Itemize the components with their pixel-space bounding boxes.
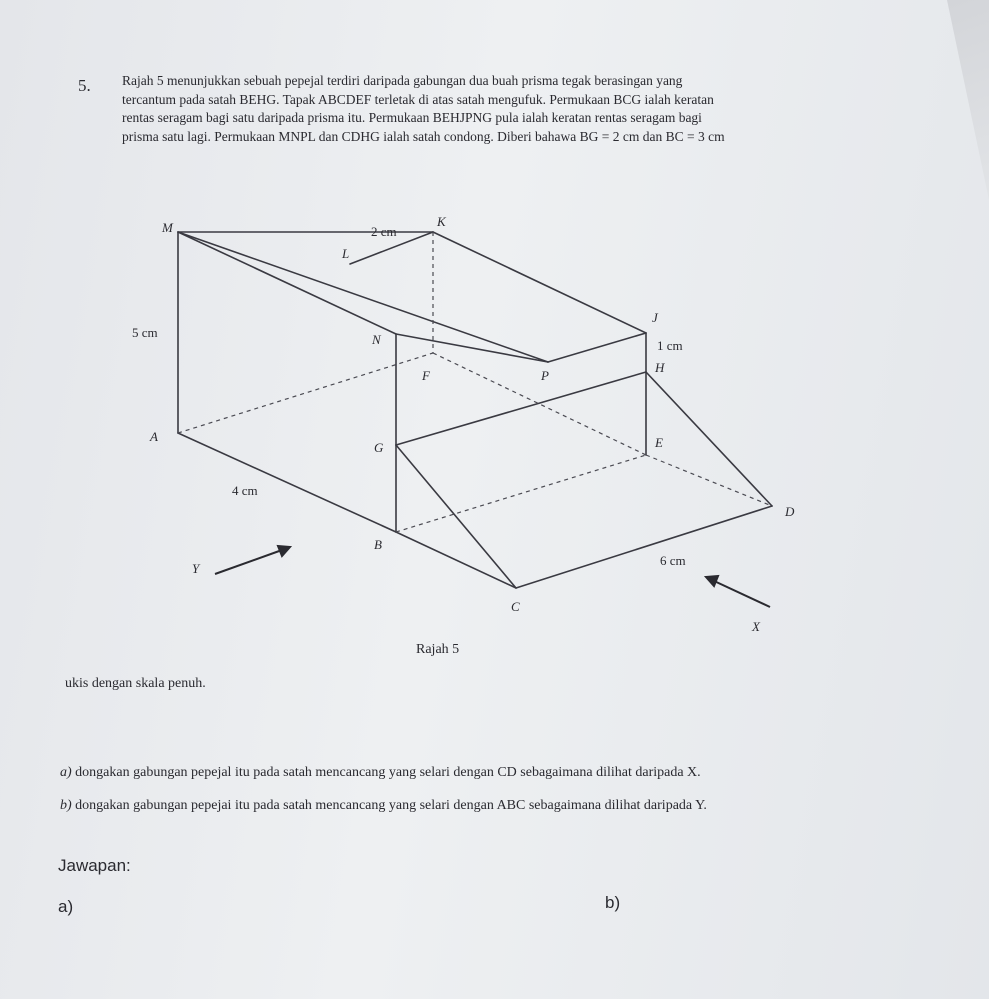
- vertex-label-d: D: [785, 504, 795, 519]
- part-a-text: dongakan gabungan pepejal itu pada satah mencancang yang selari dengan CD sebagaimana dilihat daripada X.: [75, 765, 701, 780]
- vertex-label-l: L: [342, 246, 350, 261]
- dimension-ab: 4 cm: [232, 483, 258, 498]
- intro-line-4: prisma satu lagi. Permukaan MNPL dan CDHG ialah satah condong. Diberi bahawa BG = 2 cm dan BC = 3 cm: [122, 128, 725, 144]
- drawing-instruction: ukis dengan skala penuh.: [65, 676, 206, 691]
- dimension-cd: 6 cm: [660, 553, 686, 568]
- view-label-x: X: [752, 619, 760, 634]
- view-arrow-x-head: [706, 576, 718, 586]
- edge-gc: [396, 445, 516, 588]
- vertex-label-k: K: [437, 214, 446, 229]
- question-number: 5.: [78, 76, 91, 95]
- edge-np: [396, 334, 548, 362]
- edge-kj: [433, 232, 646, 333]
- intro-line-3: rentas seragam bagi satu daripada prisma itu. Permukaan BEHJPNG pula ialah keratan rentas seragam bagi: [122, 110, 702, 125]
- solid-diagram: [0, 200, 989, 640]
- hidden-edge-af: [178, 353, 433, 433]
- edge-mn: [178, 232, 396, 334]
- edge-mp: [178, 232, 548, 362]
- vertex-label-j: J: [652, 310, 658, 325]
- hidden-edge-fe: [433, 353, 646, 455]
- view-arrow-y-head: [278, 546, 290, 556]
- part-a-question: [60, 765, 960, 781]
- intro-line-2: tercantum pada satah BEHG. Tapak ABCDEF terletak di atas satah mengufuk. Permukaan BCG ialah keratan: [122, 91, 714, 107]
- vertex-label-n: N: [372, 332, 381, 347]
- vertex-label-a: A: [150, 429, 158, 444]
- answer-part-a-label: a): [58, 897, 74, 916]
- edge-pj: [548, 333, 646, 362]
- answer-heading: Jawapan:: [58, 856, 131, 875]
- edge-cd: [516, 506, 772, 588]
- edge-bc: [396, 532, 516, 588]
- part-b-text: dongakan gabungan pepejai itu pada satah mencancang yang selari dengan ABC sebagaimana dilihat daripada Y.: [75, 798, 707, 813]
- question-intro: [122, 72, 912, 146]
- dimension-jh: 1 cm: [657, 338, 683, 353]
- view-arrow-x: [712, 580, 770, 607]
- vertex-label-p: P: [541, 368, 549, 383]
- edge-gh: [396, 372, 646, 445]
- dimension-kl: 2 cm: [371, 224, 397, 239]
- vertex-label-f: F: [422, 368, 430, 383]
- hidden-edge-be: [396, 455, 646, 532]
- vertex-label-c: C: [511, 599, 520, 614]
- vertex-label-g: G: [374, 440, 384, 455]
- edge-hd: [646, 372, 772, 506]
- edge-ab: [178, 433, 396, 532]
- hidden-edge-ed: [646, 455, 772, 506]
- vertex-label-e: E: [655, 435, 663, 450]
- part-b-label: b): [60, 798, 72, 813]
- intro-line-1: Rajah 5 menunjukkan sebuah pepejal terdiri daripada gabungan dua buah prisma tegak berasingan yang: [122, 73, 683, 88]
- view-arrow-y: [215, 550, 282, 574]
- vertex-label-b: B: [374, 537, 382, 552]
- part-b-question: [60, 796, 960, 816]
- vertex-label-m: M: [162, 220, 173, 235]
- vertex-label-h: H: [655, 360, 665, 375]
- view-label-y: Y: [192, 561, 200, 576]
- answer-part-b-label: b): [605, 893, 621, 912]
- dimension-height: 5 cm: [132, 325, 158, 340]
- figure-caption: Rajah 5: [416, 642, 460, 657]
- part-a-label: a): [60, 765, 72, 780]
